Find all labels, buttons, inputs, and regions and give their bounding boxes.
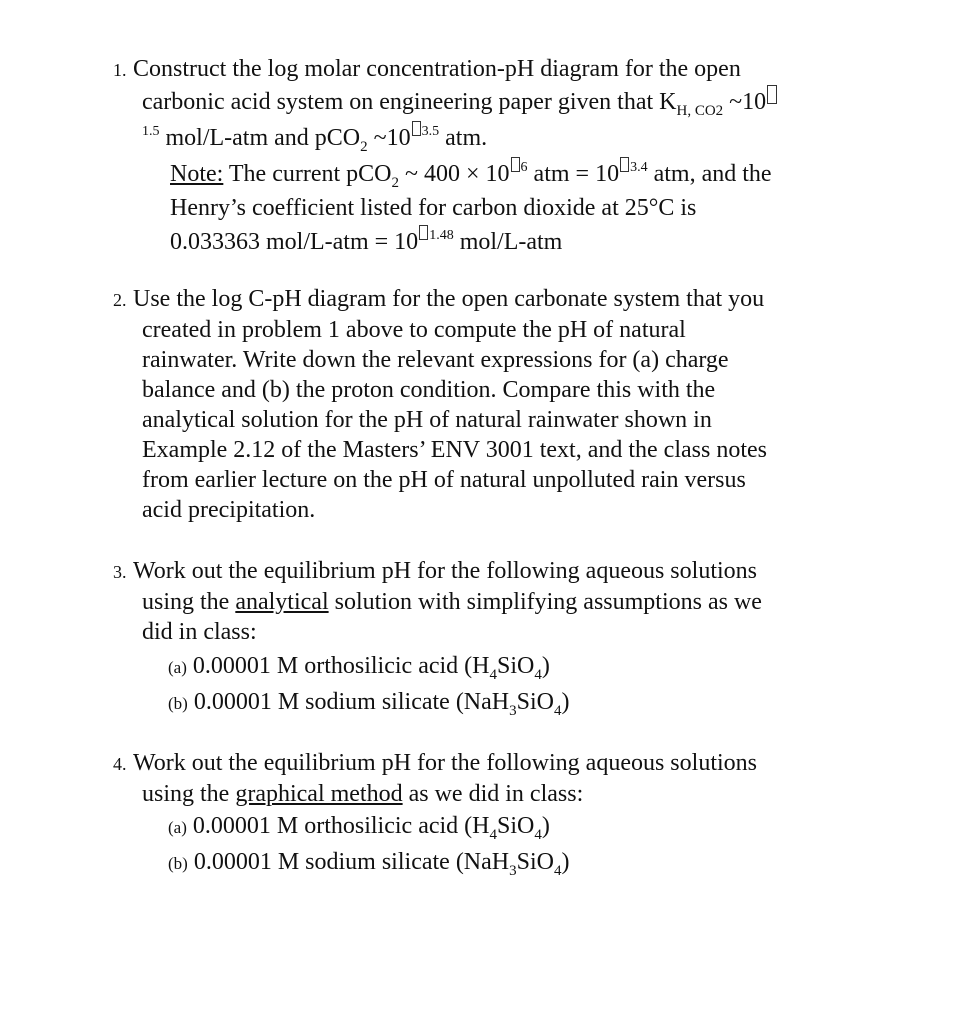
problem-4-item-a: (a) 0.00001 M orthosilicic acid $(H_4SiO_4)$ [168,813,550,843]
problem-2-line-2: created in problem 1 above to compute the pH of natural [142,317,686,343]
problem-2 [113,284,873,525]
problem-1-line-6: 0.033363 mol/L-atm = 10 $^{1.48}$ mol/L-atm [113,225,873,257]
problem-1-line-1: 1. Construct the log molar concentration-pH diagram for the open [113,54,873,85]
missing-glyph-icon [419,225,428,240]
missing-glyph-icon [412,121,421,136]
graphical-method-underlined: graphical method [235,781,403,807]
problem-2-line-8: acid precipitation. [142,497,316,523]
problem-1-line-5: Henry’s coefficient listed for carbon dioxide at 25°C is [170,195,697,221]
problem-2-number: 2. [113,290,127,310]
problem-3-line-1: 3. Work out the equilibrium pH for the following aqueous solutions [113,556,873,587]
note-label: Note: [170,161,224,187]
missing-glyph-icon [511,157,520,172]
analytical-underlined: analytical [235,589,329,615]
problem-2-line-4: balance and (b) the proton condition. Compare this with the [142,377,716,403]
problem-3-item-a: (a) 0.00001 M orthosilicic acid $(H_4SiO_4)$ [168,653,550,683]
problem-2-line-7: from earlier lecture on the pH of natural unpolluted rain versus [142,467,746,493]
problem-1-number: 1. [113,60,127,80]
problem-2-line-3: rainwater. Write down the relevant expressions for (a) charge [142,347,729,373]
problem-3-line-2: using the analytical solution with simplifying assumptions as we [142,589,762,615]
problem-1-note: Note: The current pCO$_2$ ~ 400 × 10 $^6$ atm = 10 $^{3.4}$ atm, and the [113,157,873,189]
problem-3-number: 3. [113,562,127,582]
problem-1-line-2: carbonic acid system on engineering paper given that $K_{H, CO2}$ ~10 [113,85,873,117]
problem-2-line-6: Example 2.12 of the Masters’ ENV 3001 text, and the class notes [142,437,767,463]
problem-4-line-1: 4. Work out the equilibrium pH for the following aqueous solutions [113,748,873,779]
problem-4-line-2: using the graphical method as we did in class: [142,781,584,807]
missing-glyph-icon [620,157,629,172]
problem-3 [113,556,873,719]
missing-glyph-icon [767,85,777,104]
problem-4 [113,748,873,879]
problem-4-item-b: (b) 0.00001 M sodium silicate (NaH$_3$SiO$_4$) [168,849,570,879]
problem-1 [113,54,873,257]
problem-3-item-b: (b) 0.00001 M sodium silicate (NaH$_3$SiO$_4$) [168,689,570,719]
problem-4-number: 4. [113,754,127,774]
problem-2-line-5: analytical solution for the pH of natural rainwater shown in [142,407,712,433]
problem-2-line-1: 2. Use the log C-pH diagram for the open carbonate system that you [113,284,873,315]
problem-1-line-3: $^{1.5}$ mol/L-atm and pCO$_2$ ~10 $^{3.5}$ atm. [113,121,873,153]
problem-3-line-3: did in class: [142,619,257,645]
